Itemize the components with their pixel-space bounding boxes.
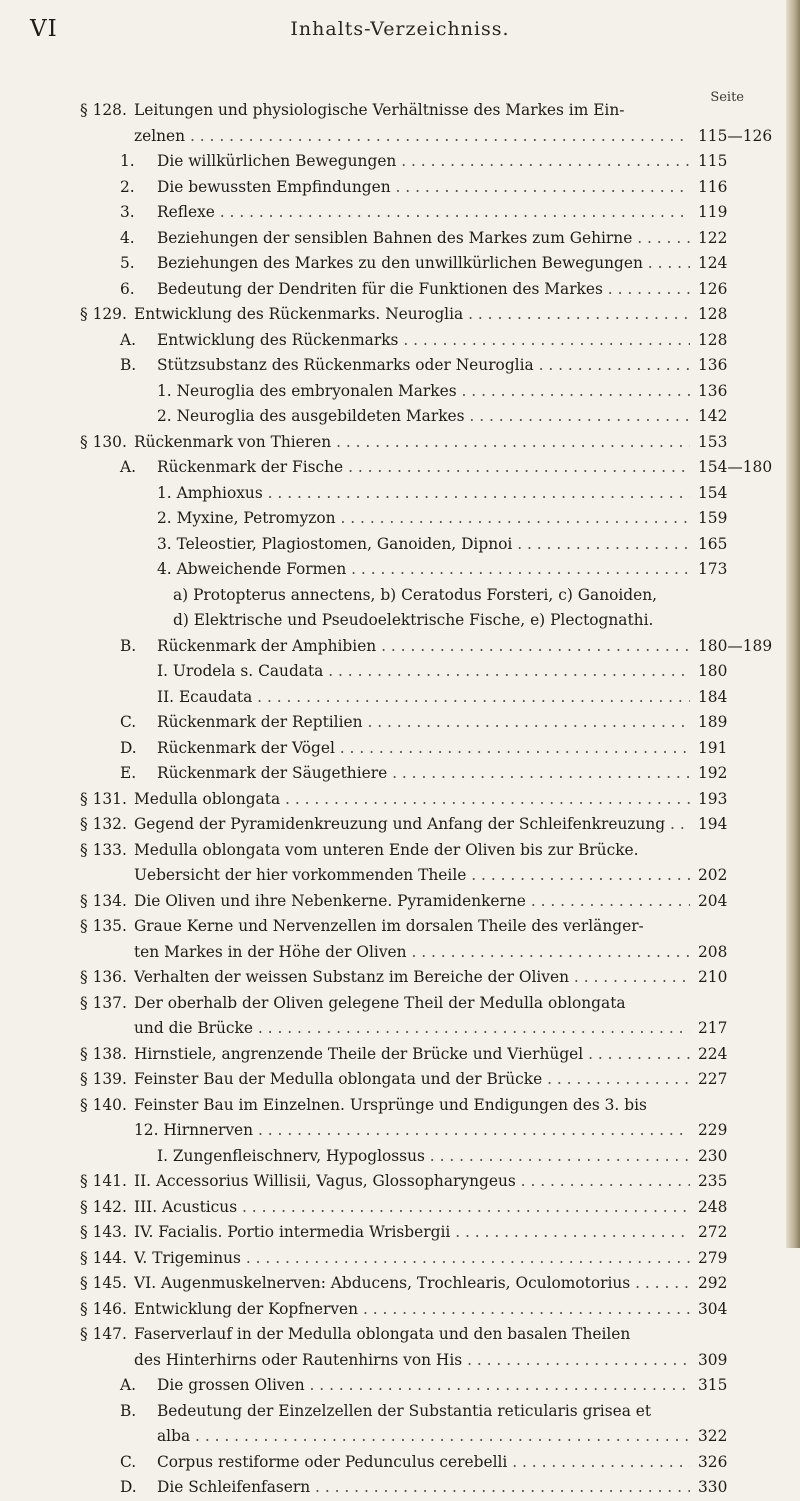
toc-row bbox=[0, 991, 800, 1017]
toc-item-label: C. bbox=[120, 1452, 137, 1471]
toc-entry-title: 2. Myxine, Petromyzon . . . bbox=[157, 506, 690, 532]
toc-section-number: § 144. bbox=[80, 1248, 127, 1267]
toc-row bbox=[0, 965, 800, 991]
toc-entry-title: Reflexe . . . bbox=[157, 200, 690, 226]
toc-item-label: 6. bbox=[120, 279, 135, 298]
toc-page-number: 180 bbox=[694, 659, 788, 685]
toc-entry-title: Die Oliven und ihre Nebenkerne. Pyramidenkerne . . . bbox=[134, 889, 690, 915]
toc-page-number: 128 bbox=[694, 328, 788, 354]
toc-entry-title: Rückenmark der Vögel . . . bbox=[157, 736, 690, 762]
toc-entry-title: II. Accessorius Willisii, Vagus, Glossopharyngeus . . . bbox=[134, 1169, 690, 1195]
toc-page-number: 224 bbox=[694, 1042, 788, 1068]
toc-entry-title: II. Ecaudata . . . bbox=[157, 685, 690, 711]
toc-row bbox=[0, 583, 800, 609]
toc-page-number: 154—180 bbox=[694, 455, 788, 481]
toc-page-number: 128 bbox=[694, 302, 788, 328]
toc-item-label: 5. bbox=[120, 254, 135, 272]
toc-entry-title: Die grossen Oliven . . . bbox=[157, 1373, 690, 1399]
toc-entry-title: Entwicklung der Kopfnerven . . . bbox=[134, 1297, 690, 1323]
toc-page-number: 326 bbox=[694, 1450, 788, 1476]
toc-section-number: § 140. bbox=[80, 1095, 127, 1114]
toc-entry-title: d) Elektrische und Pseudoelektrische Fische, e) Plectognathi. bbox=[173, 611, 654, 629]
toc-section-number: § 145. bbox=[80, 1274, 127, 1292]
toc-entry-title: Leitungen und physiologische Verhältnisse des Markes im Ein- bbox=[134, 101, 625, 119]
toc-page-number: 272 bbox=[694, 1220, 788, 1246]
toc-row bbox=[0, 430, 800, 456]
seite-column-heading: Seite bbox=[710, 90, 744, 105]
toc-row bbox=[0, 1093, 800, 1119]
toc-row bbox=[0, 455, 800, 481]
toc-row bbox=[0, 1246, 800, 1272]
toc-item-label: A. bbox=[120, 1376, 137, 1394]
toc-entry-title: Verhalten der weissen Substanz im Bereiche der Oliven . . . bbox=[134, 965, 690, 991]
toc-page-number: 173 bbox=[694, 557, 788, 583]
toc-item-label: B. bbox=[120, 356, 137, 374]
toc-entry-title: Rückenmark der Fische . . . bbox=[157, 455, 690, 481]
toc-section-number: § 131. bbox=[80, 789, 127, 808]
toc-section-number: § 136. bbox=[80, 968, 127, 986]
toc-entry-title: alba . . . bbox=[157, 1424, 690, 1450]
toc-row bbox=[0, 914, 800, 940]
toc-entry-title: Medulla oblongata . . . bbox=[134, 787, 690, 813]
toc-entry-title: VI. Augenmuskelnerven: Abducens, Trochlearis, Oculomotorius . . . bbox=[134, 1271, 690, 1297]
toc-section-number: § 142. bbox=[80, 1197, 127, 1216]
toc-row bbox=[0, 353, 800, 379]
toc-page-number: 229 bbox=[694, 1118, 788, 1144]
toc-page-number: 315 bbox=[694, 1373, 788, 1399]
toc-entry-title: und die Brücke . . . bbox=[134, 1016, 690, 1042]
toc-page-number: 279 bbox=[694, 1246, 788, 1272]
toc-page-number: 322 bbox=[694, 1424, 788, 1450]
toc-page-number: 217 bbox=[694, 1016, 788, 1042]
toc-row bbox=[0, 1042, 800, 1068]
toc-item-label: B. bbox=[120, 1401, 137, 1420]
toc-row bbox=[0, 812, 800, 838]
toc-row bbox=[0, 634, 800, 660]
toc-row bbox=[0, 302, 800, 328]
toc-item-label: A. bbox=[120, 330, 137, 349]
toc-row bbox=[0, 1169, 800, 1195]
toc-row bbox=[0, 404, 800, 430]
toc-row bbox=[0, 557, 800, 583]
toc-row bbox=[0, 710, 800, 736]
toc-row bbox=[0, 1067, 800, 1093]
toc-section-number: § 134. bbox=[80, 891, 127, 910]
toc-row bbox=[0, 685, 800, 711]
toc-entry-title: 2. Neuroglia des ausgebildeten Markes . . . bbox=[157, 404, 690, 430]
toc-page-number: 194 bbox=[694, 812, 788, 838]
toc-entry-title: V. Trigeminus . . . bbox=[134, 1246, 690, 1272]
toc-row bbox=[0, 1373, 800, 1399]
toc-page-number: 180—189 bbox=[694, 634, 788, 660]
toc-entry-title: Stützsubstanz des Rückenmarks oder Neuroglia . . . bbox=[157, 353, 690, 379]
toc-page-number: 165 bbox=[694, 532, 788, 558]
toc-section-number: § 147. bbox=[80, 1325, 127, 1343]
toc-row bbox=[0, 328, 800, 354]
toc-row bbox=[0, 506, 800, 532]
toc-page-number: 309 bbox=[694, 1348, 788, 1374]
toc-entry-title: Die Schleifenfasern . . . bbox=[157, 1475, 690, 1501]
toc-item-label: 1. bbox=[120, 152, 135, 170]
toc-row bbox=[0, 1016, 800, 1042]
toc-section-number: § 137. bbox=[80, 993, 127, 1012]
toc-row bbox=[0, 200, 800, 226]
toc-row bbox=[0, 1475, 800, 1501]
toc-row bbox=[0, 1297, 800, 1323]
toc-row bbox=[0, 1118, 800, 1144]
toc-row bbox=[0, 251, 800, 277]
toc-page-number: 136 bbox=[694, 353, 788, 379]
toc-item-label: 2. bbox=[120, 177, 135, 196]
toc-page-number: 189 bbox=[694, 710, 788, 736]
toc-entry-title: Der oberhalb der Oliven gelegene Theil der Medulla oblongata bbox=[134, 993, 626, 1012]
toc-page-number: 204 bbox=[694, 889, 788, 915]
toc-entry-title: des Hinterhirns oder Rautenhirns von His . . . bbox=[134, 1348, 690, 1374]
toc-page-number: 227 bbox=[694, 1067, 788, 1093]
toc-entry-title: Feinster Bau im Einzelnen. Ursprünge und Endigungen des 3. bis bbox=[134, 1095, 647, 1114]
toc-page-number: 159 bbox=[694, 506, 788, 532]
toc-entry-title: I. Zungenfleischnerv, Hypoglossus . . . bbox=[157, 1144, 690, 1170]
toc-page-number: 142 bbox=[694, 404, 788, 430]
running-title: Inhalts-Verzeichniss. bbox=[290, 18, 510, 40]
toc-entry-title: Uebersicht der hier vorkommenden Theile . . . bbox=[134, 863, 690, 889]
toc-page-number: 115 bbox=[694, 149, 788, 175]
toc-entry-title: III. Acusticus . . . bbox=[134, 1195, 690, 1221]
toc-entry-title: IV. Facialis. Portio intermedia Wrisbergii . . . bbox=[134, 1220, 690, 1246]
toc-row bbox=[0, 608, 800, 634]
toc-page-number: 202 bbox=[694, 863, 788, 889]
toc-row bbox=[0, 736, 800, 762]
toc-section-number: § 141. bbox=[80, 1172, 127, 1190]
toc-section-number: § 132. bbox=[80, 815, 127, 833]
toc-entry-title: Bedeutung der Einzelzellen der Substantia reticularis grisea et bbox=[157, 1401, 652, 1420]
toc-item-label: D. bbox=[120, 1478, 137, 1496]
toc-row bbox=[0, 1399, 800, 1425]
toc-entry-title: Rückenmark der Säugethiere . . . bbox=[157, 761, 690, 787]
page-number: VI bbox=[30, 16, 58, 42]
toc-item-label: B. bbox=[120, 636, 137, 655]
toc-page-number: 184 bbox=[694, 685, 788, 711]
toc-page-number: 292 bbox=[694, 1271, 788, 1297]
toc-section-number: § 146. bbox=[80, 1299, 127, 1318]
toc-entry-title: Entwicklung des Rückenmarks . . . bbox=[157, 328, 690, 354]
toc-row bbox=[0, 787, 800, 813]
toc-row bbox=[0, 1220, 800, 1246]
toc-entry-title: a) Protopterus annectens, b) Ceratodus Forsteri, c) Ganoiden, bbox=[173, 585, 658, 604]
toc-section-number: § 130. bbox=[80, 432, 127, 451]
page-edge bbox=[786, 0, 800, 1248]
toc-page-number: 191 bbox=[694, 736, 788, 762]
toc-section-number: § 133. bbox=[80, 840, 127, 859]
toc-row bbox=[0, 98, 800, 124]
toc-entry-title: Graue Kerne und Nervenzellen im dorsalen Theile des verlänger- bbox=[134, 917, 644, 935]
toc-entry-title: ten Markes in der Höhe der Oliven . . . bbox=[134, 940, 690, 966]
toc-entry-title: 1. Amphioxus . . . bbox=[157, 481, 690, 507]
toc-section-number: § 143. bbox=[80, 1223, 127, 1241]
toc-entry-title: Medulla oblongata vom unteren Ende der Oliven bis zur Brücke. bbox=[134, 840, 639, 859]
toc-item-label: A. bbox=[120, 458, 137, 476]
toc-section-number: § 135. bbox=[80, 917, 127, 935]
toc-entry-title: Die willkürlichen Bewegungen . . . bbox=[157, 149, 690, 175]
toc-entry-title: Die bewussten Empfindungen . . . bbox=[157, 175, 690, 201]
toc-row bbox=[0, 277, 800, 303]
toc-entry-title: Entwicklung des Rückenmarks. Neuroglia . . . bbox=[134, 302, 690, 328]
toc-entry-title: 12. Hirnnerven . . . bbox=[134, 1118, 690, 1144]
toc-entry-title: Rückenmark der Amphibien . . . bbox=[157, 634, 690, 660]
toc-row bbox=[0, 532, 800, 558]
toc-row bbox=[0, 379, 800, 405]
toc-page-number: 192 bbox=[694, 761, 788, 787]
toc-page-number: 330 bbox=[694, 1475, 788, 1501]
toc-row bbox=[0, 659, 800, 685]
toc-entry-title: Beziehungen der sensiblen Bahnen des Markes zum Gehirne . . . bbox=[157, 226, 690, 252]
toc-page-number: 230 bbox=[694, 1144, 788, 1170]
toc-page-number: 124 bbox=[694, 251, 788, 277]
toc-page-number: 304 bbox=[694, 1297, 788, 1323]
toc-row bbox=[0, 175, 800, 201]
toc-entry-title: Rückenmark der Reptilien . . . bbox=[157, 710, 690, 736]
toc-row bbox=[0, 1271, 800, 1297]
toc-item-label: 4. bbox=[120, 228, 135, 247]
toc-entry-title: Corpus restiforme oder Pedunculus cerebelli . . . bbox=[157, 1450, 690, 1476]
toc-entry-title: zelnen . . . bbox=[134, 124, 690, 150]
toc-section-number: § 128. bbox=[80, 101, 127, 119]
toc-entry-title: Faserverlauf in der Medulla oblongata und den basalen Theilen bbox=[134, 1325, 631, 1343]
table-of-contents bbox=[0, 98, 800, 1501]
toc-entry-title: Gegend der Pyramidenkreuzung und Anfang der Schleifenkreuzung . . . bbox=[134, 812, 690, 838]
toc-item-label: D. bbox=[120, 738, 137, 757]
toc-page-number: 136 bbox=[694, 379, 788, 405]
toc-entry-title: Bedeutung der Dendriten für die Funktionen des Markes . . . bbox=[157, 277, 690, 303]
toc-row bbox=[0, 1450, 800, 1476]
toc-entry-title: 4. Abweichende Formen . . . bbox=[157, 557, 690, 583]
toc-page-number: 154 bbox=[694, 481, 788, 507]
toc-row bbox=[0, 940, 800, 966]
toc-row bbox=[0, 889, 800, 915]
toc-row bbox=[0, 863, 800, 889]
toc-row bbox=[0, 838, 800, 864]
toc-page-number: 235 bbox=[694, 1169, 788, 1195]
toc-entry-title: Beziehungen des Markes zu den unwillkürlichen Bewegungen . . . bbox=[157, 251, 690, 277]
toc-page-number: 153 bbox=[694, 430, 788, 456]
toc-entry-title: Hirnstiele, angrenzende Theile der Brücke und Vierhügel . . . bbox=[134, 1042, 690, 1068]
toc-section-number: § 139. bbox=[80, 1070, 127, 1088]
toc-page-number: 115—126 bbox=[694, 124, 788, 150]
toc-section-number: § 129. bbox=[80, 305, 127, 323]
toc-row bbox=[0, 124, 800, 150]
toc-entry-title: I. Urodela s. Caudata . . . bbox=[157, 659, 690, 685]
toc-page-number: 208 bbox=[694, 940, 788, 966]
toc-page-number: 122 bbox=[694, 226, 788, 252]
toc-entry-title: Feinster Bau der Medulla oblongata und der Brücke . . . bbox=[134, 1067, 690, 1093]
toc-section-number: § 138. bbox=[80, 1044, 127, 1063]
toc-page-number: 116 bbox=[694, 175, 788, 201]
toc-row bbox=[0, 1424, 800, 1450]
toc-item-label: C. bbox=[120, 713, 137, 731]
toc-row bbox=[0, 1195, 800, 1221]
toc-item-label: 3. bbox=[120, 203, 135, 221]
toc-page-number: 193 bbox=[694, 787, 788, 813]
toc-entry-title: 3. Teleostier, Plagiostomen, Ganoiden, Dipnoi . . . bbox=[157, 532, 690, 558]
toc-row bbox=[0, 226, 800, 252]
toc-entry-title: Rückenmark von Thieren . . . bbox=[134, 430, 690, 456]
toc-row bbox=[0, 761, 800, 787]
toc-page-number: 210 bbox=[694, 965, 788, 991]
toc-page-number: 119 bbox=[694, 200, 788, 226]
toc-row bbox=[0, 1322, 800, 1348]
toc-row bbox=[0, 1144, 800, 1170]
toc-entry-title: 1. Neuroglia des embryonalen Markes . . . bbox=[157, 379, 690, 405]
toc-item-label: E. bbox=[120, 764, 137, 782]
toc-page-number: 126 bbox=[694, 277, 788, 303]
toc-row bbox=[0, 481, 800, 507]
toc-row bbox=[0, 149, 800, 175]
toc-page-number: 248 bbox=[694, 1195, 788, 1221]
toc-row bbox=[0, 1348, 800, 1374]
